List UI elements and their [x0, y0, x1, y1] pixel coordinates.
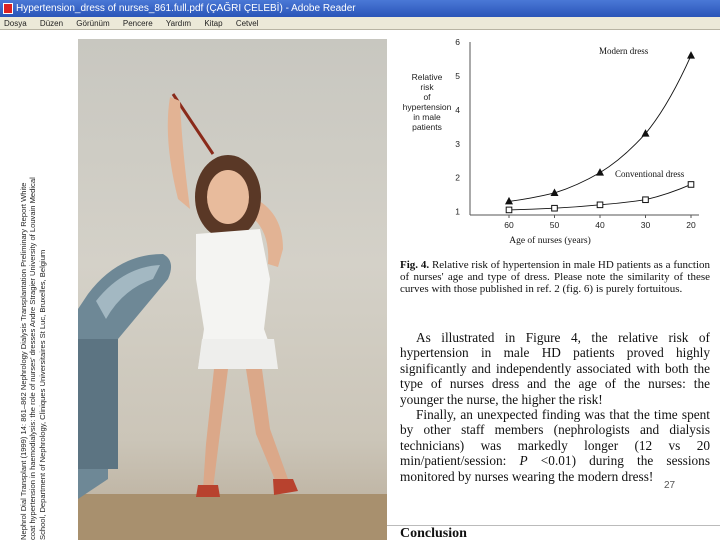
y-tick-label: 2 [455, 172, 460, 183]
article-page [387, 30, 720, 540]
data-point-square [688, 182, 694, 188]
x-tick-label: 60 [504, 220, 514, 230]
menu-item-book[interactable]: Kitap [204, 19, 223, 28]
y-tick-label: 4 [455, 104, 460, 115]
x-tick-label: 40 [595, 220, 605, 230]
y-axis-label-line: Relative [411, 72, 443, 82]
chart-legend [599, 46, 685, 179]
y-tick-label: 6 [455, 37, 460, 47]
y-axis-label-line: risk [420, 82, 434, 92]
y-axis-label-line: patients [412, 122, 442, 132]
chart-series [505, 51, 695, 213]
citation-line: Nephrol Dial Transplant (1999) 14: 861–862 Nephrology Dialysis Transplantation Preliminary Report White [19, 182, 28, 540]
paragraph-2-start: Finally, an unexpected finding was that the time spent by other staff members (nephrologists and dialysis technicians) was markedly longer (12 vs 20 min/patient/session: [400, 407, 710, 469]
p-value-symbol: P [519, 453, 528, 469]
paragraph-2 [400, 407, 710, 484]
menu-item-window[interactable]: Pencere [122, 19, 153, 28]
citation-panel [0, 30, 78, 540]
data-point-triangle [687, 51, 695, 59]
relative-risk-chart [387, 30, 720, 250]
x-tick-label: 20 [686, 220, 696, 230]
figure-caption [400, 260, 710, 295]
figure-caption-label: Fig. 4. [400, 259, 430, 271]
y-axis-label-line: of [423, 92, 431, 102]
y-axis-label-line: in male [413, 112, 441, 122]
x-axis-ticks [504, 215, 696, 230]
citation-line: coat hypertension in haemodialysis: the role of nurses' dresses Andre Stragier University of Louvain Medical [28, 177, 38, 540]
data-point-triangle [596, 168, 604, 176]
nurse-photo-illustration [78, 39, 387, 540]
x-tick-label: 50 [549, 220, 560, 230]
paragraph-2-end: <0.01) during the sessions monitored by nurses wearing the modern dress! [400, 453, 711, 484]
series-label-conventional: Conventional dress [615, 169, 685, 179]
series-label-modern: Modern dress [599, 46, 649, 56]
menu-item-help[interactable]: Yardım [165, 19, 192, 28]
window-title: Hypertension_dress of nurses_861.full.pdf (ÇAĞRI ÇELEBİ) - Adobe Reader [16, 3, 356, 14]
adobe-reader-icon [3, 3, 13, 14]
menu-item-file[interactable]: Dosya [4, 19, 27, 28]
paragraph-1: As illustrated in Figure 4, the relative risk of hypertension in male HD patients proved highly significantly and independently associated with both the type of nurses dress and the age of the nurses: the younger the nurse, the higher the risk! [400, 330, 710, 407]
data-point-square [552, 205, 558, 211]
data-point-square [643, 197, 649, 203]
y-axis-label [403, 72, 452, 132]
figure-caption-text: Relative risk of hypertension in male HD patients as a function of nurses' age and type of dress. Please note the similarity of these curves with those published in ref. 2 (fig. 6) is purely fortuitous. [400, 259, 711, 295]
page-number: 27 [664, 480, 676, 491]
series-line [509, 56, 691, 202]
menu-item-edit[interactable]: Düzen [39, 19, 64, 28]
x-tick-label: 30 [640, 220, 651, 230]
data-point-square [506, 207, 512, 213]
x-axis-label: Age of nurses (years) [509, 236, 591, 246]
y-axis-label-line: hypertension [402, 102, 452, 112]
article-body [400, 330, 710, 484]
y-axis [455, 37, 699, 217]
section-heading-conclusion: Conclusion [400, 526, 467, 540]
window-titlebar [0, 0, 720, 17]
citation-line: School, Department of Nephrology, Cliniques Universitaires St Luc, Bruxelles, Belgium [37, 249, 47, 540]
menu-item-view[interactable]: Görünüm [76, 19, 110, 28]
citation-text [19, 40, 47, 540]
menu-item-ruler[interactable]: Cetvel [235, 19, 259, 28]
y-tick-label: 1 [455, 206, 460, 217]
menu-bar [0, 17, 720, 30]
y-tick-label: 3 [455, 138, 460, 149]
nurse-photo [78, 39, 387, 540]
data-point-square [597, 202, 603, 208]
y-tick-label: 5 [455, 70, 460, 81]
